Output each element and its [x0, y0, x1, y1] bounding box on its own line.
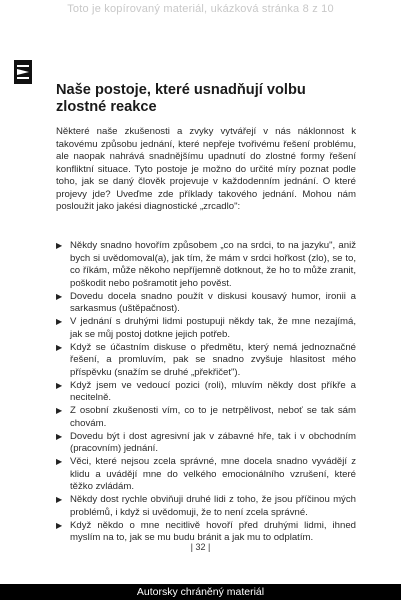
- arrow-bullet-icon: ▶: [56, 520, 63, 530]
- intro-text: Některé naše zkušenosti a zvyky vytvářejí v nás náklonnost k takovému způsobu jednání, které nepřeje tvořivému řešení problému, ale naopak nahrává snadnějšímu upadnutí do zlostné formy řešení konfliktní situace. Tyto postoje je možno do určité míry poznat podle toho, jak se daný člověk projevuje v každodenním jednání. O které projevy jde? Uveďme zde příklady takového jednání. Mohou nám posloužit jako jakési diagnostické „zrcadlo":: [56, 126, 356, 212]
- list-item-text: Když jsem ve vedoucí pozici (roli), mluvím někdy dost příkře a necitelně.: [70, 379, 356, 403]
- list-item-text: Někdy snadno hovořím způsobem „co na srdci, to na jazyku", aniž bych si uvědomoval(a), jak tím, že mám v srdci hořkost (zlo), se to, co říkám, může někoho nepříjemně dotknout, že ho to může zranit, poškodit nebo pošramotit jeho pověst.: [70, 240, 356, 289]
- list-item-text: Dovedu docela snadno použít v diskusi kousavý humor, ironii a sarkasmus (uštěpačnost).: [70, 290, 356, 314]
- arrow-bullet-icon: ▶: [56, 317, 63, 326]
- copyright-footer: Autorsky chráněný materiál: [0, 584, 401, 600]
- list-item: [56, 405, 356, 430]
- list-item: [56, 431, 356, 456]
- list-item: [56, 240, 356, 290]
- list-item-text: Když se účastním diskuse o předmětu, který nemá jednoznačné řešení, a promluvím, pak se snadno zvyšuje hlasitost mého příspěvku (snažím se druhé „překřičet").: [70, 341, 356, 378]
- list-item: [56, 380, 356, 405]
- arrow-bullet-icon: ▶: [56, 431, 63, 441]
- behavior-list: [56, 240, 356, 545]
- list-item: [56, 342, 356, 380]
- list-item: [56, 494, 356, 519]
- arrow-bullet-icon: ▶: [56, 291, 63, 301]
- list-item: [56, 291, 356, 316]
- list-item: [56, 316, 356, 341]
- arrow-bullet-icon: ▶: [56, 406, 63, 415]
- arrow-bullet-icon: ▶: [56, 342, 63, 352]
- arrow-bullet-icon: ▶: [56, 495, 63, 504]
- section-title: Naše postoje, které usnadňují volbu zlostné reakce: [56, 82, 306, 115]
- chapter-mark-icon: [14, 60, 32, 84]
- arrow-bullet-icon: ▶: [56, 241, 63, 250]
- intro-paragraph: [56, 126, 356, 214]
- list-item: [56, 520, 356, 545]
- list-item-text: V jednání s druhými lidmi postupuji někdy tak, že mne nezajímá, jak se můj postoj dotkne jejich potřeb.: [70, 316, 356, 340]
- list-item-text: Když někdo o mne necitlivě hovoří před druhými lidmi, ihned myslím na to, jak se mu budu bránit a jak mu to odplatím.: [70, 519, 356, 543]
- arrow-bullet-icon: ▶: [56, 380, 63, 390]
- list-item-text: Někdy dost rychle obviňuji druhé lidi z toho, že jsou příčinou mých problémů, i když si uvědomuji, že to není zcela správné.: [70, 494, 356, 518]
- list-item-text: Dovedu být i dost agresivní jak v zábavné hře, tak i v obchodním (pracovním) jednání.: [70, 430, 356, 454]
- list-item-text: Z osobní zkušenosti vím, co to je netrpělivost, neboť se tak sám chovám.: [70, 405, 356, 429]
- list-item: [56, 456, 356, 494]
- arrow-bullet-icon: ▶: [56, 457, 63, 466]
- list-item-text: Věci, které nejsou zcela správné, mne docela snadno vyvádějí z klidu a uvádějí mne do velkého emocionálního vzrušení, které těžko zvládám.: [70, 456, 356, 492]
- page-number: | 32 |: [190, 542, 211, 552]
- watermark-header: Toto je kopírovaný materiál, ukázková stránka 8 z 10: [67, 3, 334, 15]
